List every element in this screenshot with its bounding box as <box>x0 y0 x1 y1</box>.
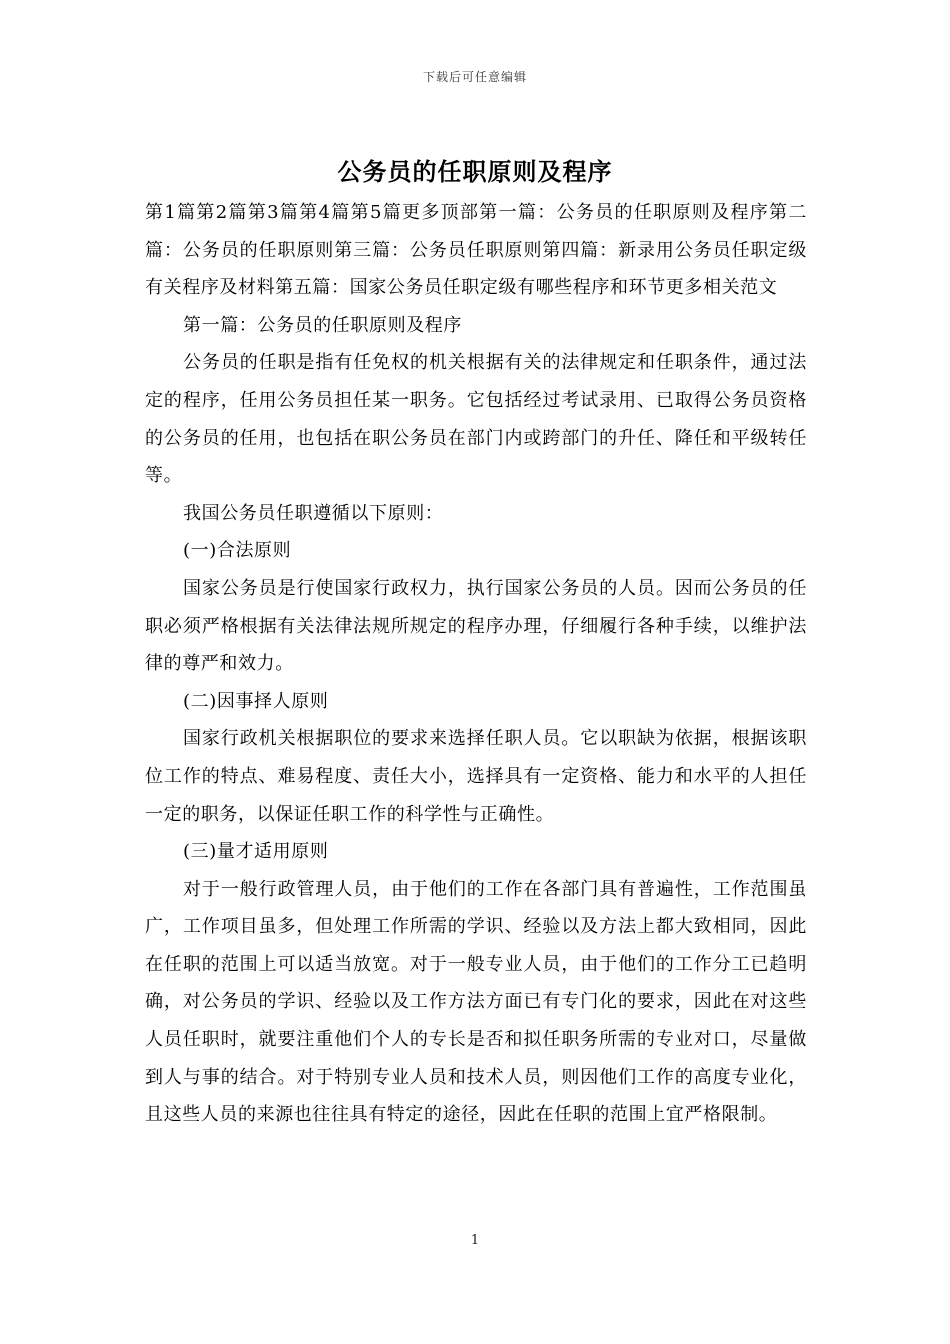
toc-paragraph: 第1篇第2篇第3篇第4篇第5篇更多顶部第一篇：公务员的任职原则及程序第二篇：公务员的任职原则第三篇：公务员任职原则第四篇：新录用公务员任职定级有关程序及材料第五篇：国家公务员任职定级有哪些程序和环节更多相关范文 <box>145 202 807 299</box>
document-title: 公务员的任职原则及程序 <box>337 158 613 186</box>
document-body <box>145 194 807 1134</box>
page-header-note: 下载后可任意编辑 <box>422 70 527 84</box>
principle-heading: (二)因事择人原则 <box>183 690 329 712</box>
body-paragraph: 国家行政机关根据职位的要求来选择任职人员。它以职缺为依据，根据该职位工作的特点、难易程度、责任大小，选择具有一定资格、能力和水平的人担任一定的职务，以保证任职工作的科学性与正确性。 <box>145 728 807 825</box>
body-paragraph: 我国公务员任职遵循以下原则： <box>183 502 444 524</box>
page-number: 1 <box>470 1233 480 1248</box>
principle-heading: (三)量才适用原则 <box>183 841 329 863</box>
body-paragraph: 国家公务员是行使国家行政权力，执行国家公务员的人员。因而公务员的任职必须严格根据有关法律法规所规定的程序办理，仔细履行各种手续，以维护法律的尊严和效力。 <box>145 577 807 675</box>
principle-heading: (一)合法原则 <box>183 540 292 562</box>
body-paragraph: 公务员的任职是指有任免权的机关根据有关的法律规定和任职条件，通过法定的程序，任用公务员担任某一职务。它包括经过考试录用、已取得公务员资格的公务员的任用，也包括在职公务员在部门内或跨部门的升任、降任和平级转任等。 <box>145 352 807 487</box>
body-paragraph: 对于一般行政管理人员，由于他们的工作在各部门具有普遍性，工作范围虽广，工作项目虽多，但处理工作所需的学识、经验以及方法上都大致相同，因此在任职的范围上可以适当放宽。对于一般专业人员，由于他们的工作分工已趋明确，对公务员的学识、经验以及工作方法方面已有专门化的要求，因此在对这些人员任职时，就要注重他们个人的专长是否和拟任职务所需的专业对口，尽量做到人与事的结合。对于特别专业人员和技术人员，则因他们工作的高度专业化，且这些人员的来源也往往具有特定的途径，因此在任职的范围上宜严格限制。 <box>145 878 807 1126</box>
section-heading-first: 第一篇：公务员的任职原则及程序 <box>183 314 462 336</box>
